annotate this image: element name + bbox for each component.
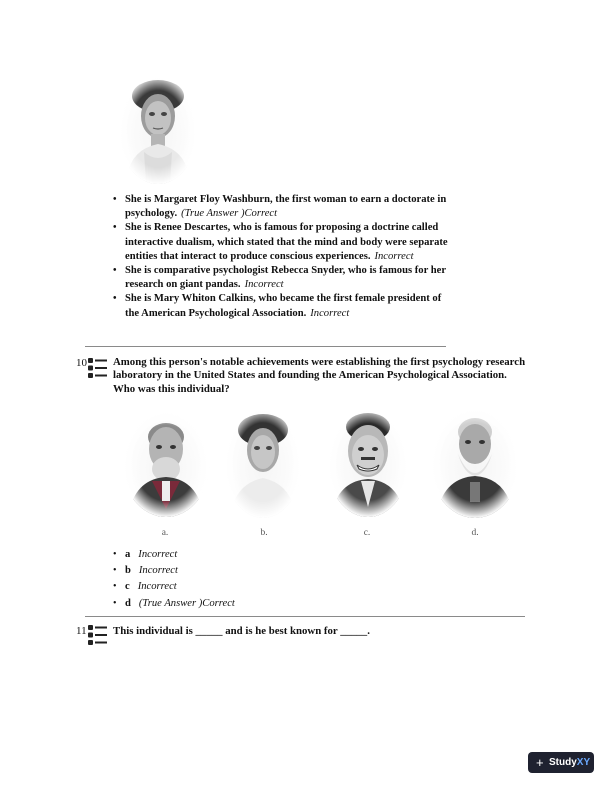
plus-icon: +	[536, 755, 544, 770]
question-10-options	[113, 547, 313, 612]
woman-portrait-photo	[118, 74, 198, 184]
option-label: a	[125, 549, 131, 560]
answer-tag: Incorrect	[137, 581, 177, 593]
option-item[interactable]	[113, 596, 313, 612]
answer-tag: Incorrect	[310, 307, 350, 319]
question-list-icon	[88, 357, 108, 379]
portrait-photo-a	[122, 409, 210, 517]
option-item[interactable]	[113, 547, 313, 563]
option-item[interactable]	[113, 193, 448, 221]
option-item[interactable]	[113, 264, 448, 292]
portrait-photo-d	[430, 406, 520, 518]
answer-tag: Incorrect	[138, 549, 178, 560]
brand-text: Study	[549, 757, 577, 768]
option-item[interactable]	[113, 563, 313, 579]
answer-tag: Incorrect	[244, 279, 284, 291]
portrait-photo-c	[327, 407, 409, 517]
question-number: 10	[76, 357, 87, 369]
image-label-c: c.	[363, 528, 371, 538]
option-text: She is comparative psychologist Rebecca Snyder, who is famous for her research on giant pandas.	[125, 265, 446, 291]
answer-tag: Incorrect	[138, 565, 178, 577]
question-list-icon	[88, 624, 108, 646]
answer-tag: (True Answer )Correct	[181, 208, 278, 220]
divider	[85, 346, 446, 347]
question-number: 11	[76, 625, 87, 637]
option-label: b	[125, 565, 131, 577]
brand-accent-text: XY	[576, 757, 591, 768]
image-label-d: d.	[471, 528, 479, 538]
option-text: She is Mary Whiton Calkins, who became the first female president of the American Psychological Association.	[125, 293, 442, 319]
option-text: She is Margaret Floy Washburn, the first woman to earn a doctorate in psychology.	[125, 194, 447, 220]
option-item[interactable]	[113, 579, 313, 595]
question-text: Among this person's notable achievements were establishing the first psychology research laboratory in the United States and founding the American Psychological Association. Who was this individual?	[113, 356, 526, 395]
option-label: d	[125, 597, 131, 609]
divider	[85, 616, 525, 617]
image-label-a: a.	[161, 528, 169, 538]
option-item[interactable]	[113, 292, 448, 320]
option-text: She is Renee Descartes, who is famous for proposing a doctrine called interactive dualism, which stated that the mind and body were separate entities that interact to produce conscious experiences.	[125, 222, 448, 262]
portrait-photo-b	[224, 406, 302, 518]
option-item[interactable]	[113, 221, 448, 264]
question-9-options	[113, 193, 448, 321]
answer-tag: (True Answer )Correct	[138, 597, 235, 609]
option-label: c	[125, 581, 130, 593]
question-text: This individual is _____ and is he best known for _____.	[113, 625, 370, 637]
image-label-b: b.	[260, 528, 268, 538]
studyxy-badge[interactable]	[528, 752, 594, 773]
answer-tag: Incorrect	[374, 250, 414, 262]
